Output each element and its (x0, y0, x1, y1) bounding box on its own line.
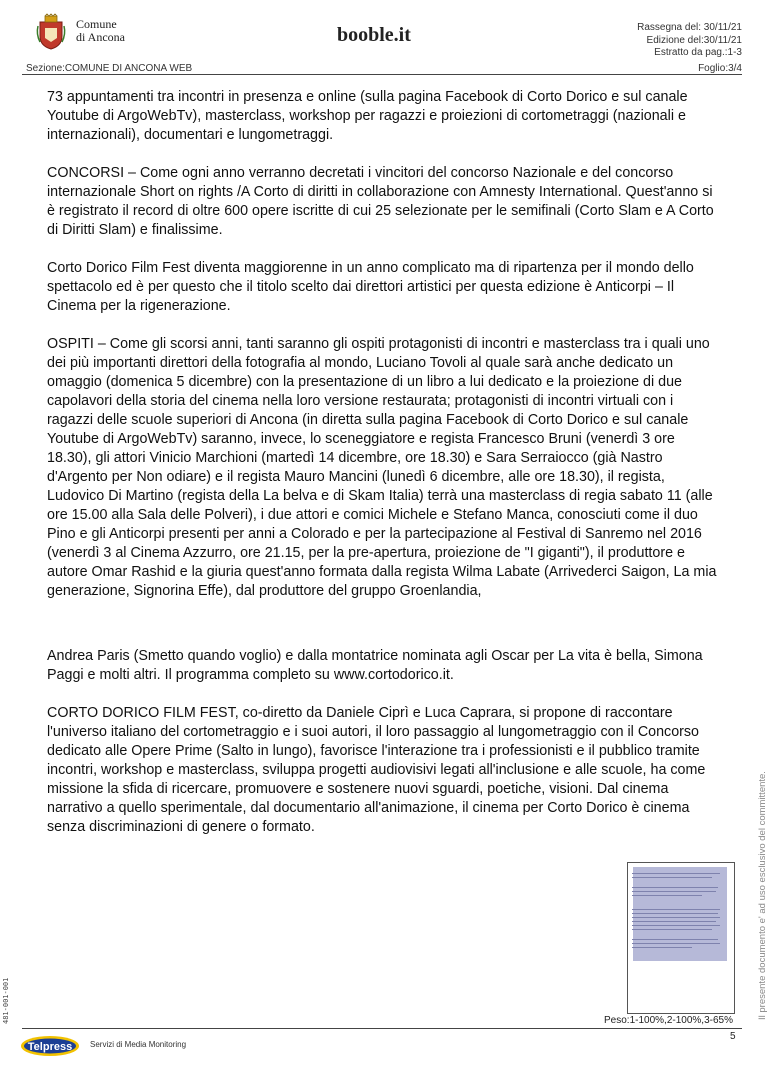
peso-label: Peso:1-100%,2-100%,3-65% (604, 1015, 733, 1026)
press-metadata (637, 22, 742, 60)
thumbnail-text-line (632, 939, 718, 940)
page-break-gap (47, 601, 719, 647)
article-paragraph: 73 appuntamenti tra incontri in presenza e online (sulla pagina Facebook di Corto Dorico e sul canale Youtube di ArgoWebTv), masterclass, workshop per ragazzi e proiezioni di cortometraggi (nazionali e internazionali), documentari e lungometraggi. (47, 89, 688, 143)
thumbnail-text-line (632, 909, 720, 910)
thumbnail-text-line (632, 929, 712, 930)
edizione-date: Edizione del:30/11/21 (646, 34, 742, 46)
thumbnail-text-line (632, 891, 716, 892)
article-paragraph: Corto Dorico Film Fest diventa maggiorenne in un anno complicato ma di ripartenza per il mondo dello spettacolo ed è per questo che il titolo scelto dai direttori artistici per questa edizione è Anticorpi – Il Cinema per la rigenerazione. (47, 260, 694, 314)
comune-line-1: Comune (76, 17, 117, 31)
thumbnail-text-line (632, 925, 720, 926)
source-title: booble.it (337, 24, 411, 46)
thumbnail-text-line (632, 873, 720, 874)
sezione-label: Sezione:COMUNE DI ANCONA WEB (26, 63, 193, 74)
telpress-logo-text: Telpress (27, 1041, 73, 1053)
thumbnail-text-line (632, 877, 712, 878)
telpress-logo (20, 1035, 80, 1057)
estratto-pages: Estratto da pag.:1-3 (654, 47, 742, 58)
article-body (47, 88, 719, 856)
foglio-label: Foglio:3/4 (698, 63, 742, 74)
thumbnail-text-line (632, 895, 702, 896)
thumbnail-text-line (632, 921, 716, 922)
footer-divider (22, 1028, 742, 1029)
article-paragraph: CONCORSI – Come ogni anno verranno decretati i vincitori del concorso Nazionale e del concorso internazionale Short on rights /A Corto di diritti in collaborazione con Amnesty International. Quest'anno si è registrato il record di oltre 600 opere iscritte di cui 25 selezionate per le semifinali (Corto Slam e A Corto di Diritti Slam) e finalissime. (47, 165, 714, 238)
article-paragraph: CORTO DORICO FILM FEST, co-diretto da Daniele Ciprì e Luca Caprara, si propone di raccontare l'universo italiano del cortometraggio e i suoi autori, il loro passaggio al lungometraggio con il Concorso dedicato alle Opere Prime (Salto in lungo), favorisce l'interazione tra i professionisti e il pubblico tramite incontri, workshop e masterclass, sviluppa progetti audiovisivi legati all'inclusione e alle scuole, ha come missione la sfida di ricercare, promuovere e sostenere nuovi sguardi, poetiche, visioni. Dal cinema narrativo a quello sperimentale, dal documentario all'animazione, il cinema per Corto Dorico è cinema senza discriminazioni di genere o formato. (47, 705, 706, 835)
page-header (22, 6, 742, 76)
header-divider (22, 74, 742, 75)
thumbnail-text-line (632, 887, 718, 888)
page-number: 5 (730, 1031, 736, 1042)
thumbnail-text-line (632, 943, 720, 944)
document-code: 481-001-001 (2, 977, 10, 1024)
rassegna-date: Rassegna del: 30/11/21 (637, 22, 742, 33)
servizi-label: Servizi di Media Monitoring (90, 1040, 187, 1049)
thumbnail-text-line (632, 917, 720, 918)
usage-disclaimer: Il presente documento e' ad uso esclusivo del committente. (757, 771, 768, 1020)
comune-line-2: di Ancona (76, 30, 125, 44)
page-thumbnail (627, 862, 735, 1014)
article-paragraph: Andrea Paris (Smetto quando voglio) e dalla montatrice nominata agli Oscar per La vita è bella, Simona Paggi e molti altri. Il programma completo su www.cortodorico.it. (47, 648, 703, 683)
comune-label (76, 18, 125, 44)
article-paragraph: OSPITI – Come gli scorsi anni, tanti saranno gli ospiti protagonisti di incontri e masterclass tra i quali uno dei più importanti direttori della fotografia al mondo, Luciano Tovoli al quale sarà anche dedicato un omaggio (domenica 5 dicembre) con la presentazione di un libro a lui dedicato e la proiezione di due capolavori della storia del cinema nella loro versione restaurata; protagonisti di incontri virtuali con i ragazzi delle scuole superiori di Ancona (in diretta sulla pagina Facebook di Corto Dorico e sul canale Youtube di ArgoWebTv) saranno, invece, lo sceneggiatore e regista Francesco Bruni (venerdì 3 ore 18.30), gli attori Vinicio Marchioni (martedì 14 dicembre, ore 18.30) e Sara Serraiocco (già Nastro d'Argento per Non odiare) e il regista Mauro Mancini (lunedì 6 dicembre, alle ore 18.30), il regista, Ludovico Di Martino (regista della La belva e di Skam Italia) terrà una masterclass di regia sabato 11 (alle ore 15.00 alla Sala delle Polveri), i due attori e comici Michele e Stefano Manca, conosciuti come il duo Pino e gli Anticorpi presenti per anni a Colorado e per la partecipazione al Festival di Sanremo nel 2016 (venerdì 3 al Cinema Azzurro, ore 21.15, per la pre-apertura, proiezione de "I giganti"), il produttore e autore Omar Rashid e la giuria quest'anno formata dalla regista Wilma Labate (Arrivederci Saigon, La mia generazione, Signorina Effe), dal produttore del gruppo Groenlandia, (47, 336, 717, 599)
thumbnail-text-line (632, 913, 718, 914)
comune-coat-of-arms-logo (36, 14, 66, 50)
thumbnail-text-line (632, 947, 692, 948)
